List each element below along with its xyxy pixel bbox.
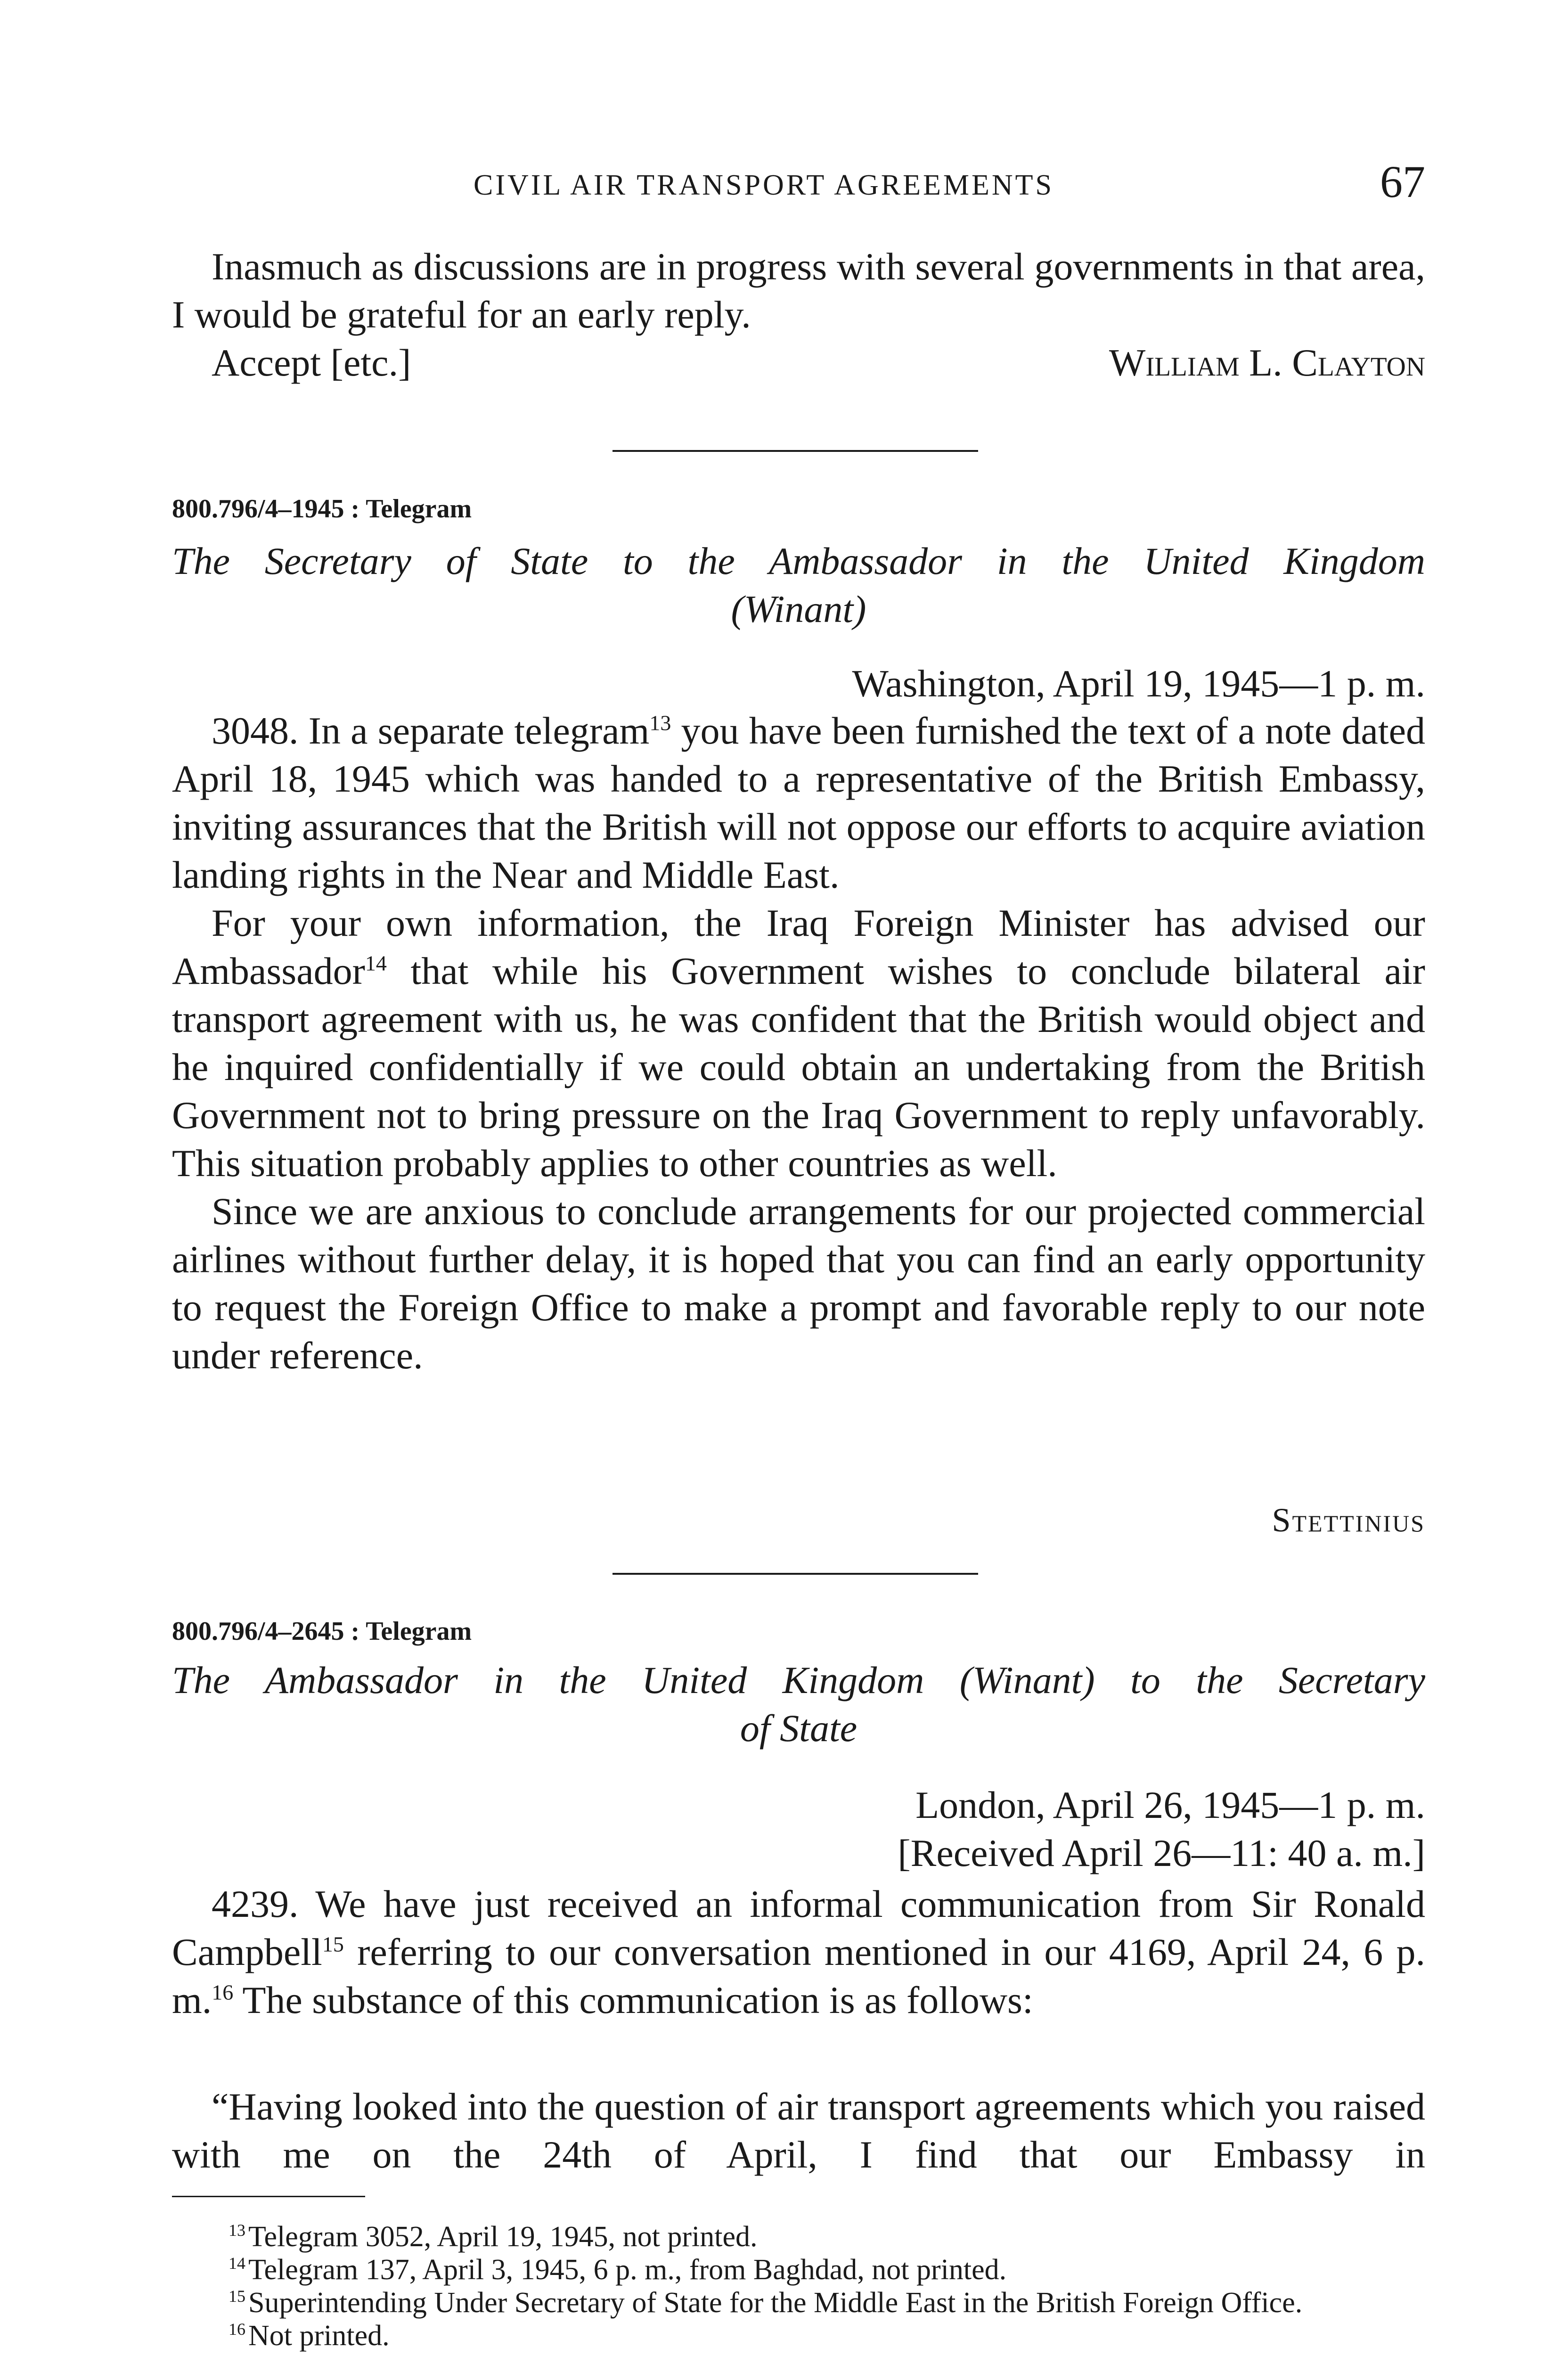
closing-line	[172, 341, 1425, 389]
doc1-body	[172, 707, 1425, 1380]
footnotes	[172, 2220, 1425, 2352]
doc1-p2-text-a: For your own information, the Iraq Foreign Minister has advised our Ambassador	[172, 901, 1425, 992]
doc1-paragraph-1	[172, 707, 1425, 899]
page-number: 67	[1380, 156, 1425, 207]
doc1-heading	[172, 537, 1425, 633]
running-header	[172, 155, 1425, 207]
footnote-text: Telegram 137, April 3, 1945, 6 p. m., from Baghdad, not printed.	[248, 2254, 1007, 2286]
continuation-paragraph	[172, 243, 1425, 339]
footnote-16	[172, 2319, 1425, 2352]
footnote-mark: 16	[229, 2320, 245, 2339]
doc2-dateline-text: London, April 26, 1945—1 p. m.	[915, 1783, 1425, 1826]
signer-stettinius: Stettinius	[1272, 1501, 1425, 1539]
running-title: CIVIL AIR TRANSPORT AGREEMENTS	[474, 169, 1054, 201]
doc2-quote-text: “Having looked into the question of air transport agreements which you raised with me on the 24th of April, I find that our Embassy in	[172, 2085, 1425, 2176]
doc1-p1-text-a: 3048. In a separate telegram	[212, 709, 650, 752]
footnote-ref-14: 14	[365, 951, 387, 975]
doc1-heading-line1: The Secretary of State to the Ambassador in the United Kingdom	[172, 540, 1425, 582]
footnote-rule	[172, 2196, 365, 2197]
doc2-heading-line2: of State	[740, 1707, 858, 1750]
doc2-p1-text-b: referring to our conversation mentioned in our 4169, April 24, 6 p. m.	[172, 1931, 1425, 2021]
footnote-mark: 14	[229, 2254, 245, 2273]
doc2-p1-text-a: 4239. We have just received an informal communication from Sir Ronald Campbell	[172, 1882, 1425, 1973]
doc2-body	[172, 1880, 1425, 2024]
doc1-signature	[172, 1501, 1425, 1540]
doc1-p2-text-b: that while his Government wishes to conclude bilateral air transport agreement with us, he was confident that the British would object and he inquired confidentially if we could obtain an undertaking from the British Government not to bring pressure on the Iraq Government to reply unfavorably. This situation probably applies to other countries as well.	[172, 949, 1425, 1185]
doc1-dateline	[172, 660, 1425, 708]
doc1-p1-text-b: you have been furnished the text of a note dated April 18, 1945 which was handed to a representative of the British Embassy, inviting assurances that the British will not oppose our efforts to acquire aviation landing rights in the Near and Middle East.	[172, 709, 1426, 896]
doc1-paragraph-2	[172, 899, 1425, 1187]
signer-clayton: William L. Clayton	[1109, 341, 1425, 384]
footnote-ref-15: 15	[322, 1932, 344, 1956]
footnote-14	[172, 2253, 1425, 2286]
footnote-13	[172, 2220, 1425, 2253]
footnote-text: Not printed.	[248, 2320, 390, 2352]
footnote-mark: 15	[229, 2287, 245, 2306]
doc1-dateline-text: Washington, April 19, 1945—1 p. m.	[852, 662, 1425, 705]
doc2-received-line: [Received April 26—11: 40 a. m.]	[898, 1832, 1425, 1874]
section-divider	[612, 1573, 978, 1575]
footnote-ref-13: 13	[649, 711, 671, 735]
doc1-heading-line2: (Winant)	[731, 588, 866, 630]
footnote-mark: 13	[229, 2221, 245, 2240]
continuation-text: Inasmuch as discussions are in progress with several governments in that area, I would be grateful for an early reply.	[172, 245, 1425, 336]
doc2-file-reference: 800.796/4–2645 : Telegram	[172, 1617, 472, 1646]
footnote-ref-16: 16	[212, 1980, 234, 2004]
doc1-file-reference: 800.796/4–1945 : Telegram	[172, 494, 472, 524]
section-divider	[612, 450, 978, 452]
footnote-text: Superintending Under Secretary of State for the Middle East in the British Foreign Office.	[248, 2287, 1303, 2319]
accept-text: Accept [etc.]	[212, 341, 411, 384]
doc2-dateline	[172, 1781, 1425, 1877]
footnote-text: Telegram 3052, April 19, 1945, not printed.	[248, 2221, 758, 2253]
footnote-15	[172, 2286, 1425, 2319]
doc1-paragraph-3: Since we are anxious to conclude arrangements for our projected commercial airlines without further delay, it is hoped that you can find an early opportunity to request the Foreign Office to make a prompt and favorable reply to our note under reference.	[172, 1190, 1425, 1377]
doc2-paragraph-1	[172, 1880, 1425, 2024]
doc2-heading-line1: The Ambassador in the United Kingdom (Winant) to the Secretary	[172, 1659, 1425, 1702]
doc2-quote	[172, 2083, 1425, 2179]
doc2-heading	[172, 1656, 1425, 1752]
doc2-p1-text-c: The substance of this communication is as follows:	[233, 1979, 1033, 2021]
